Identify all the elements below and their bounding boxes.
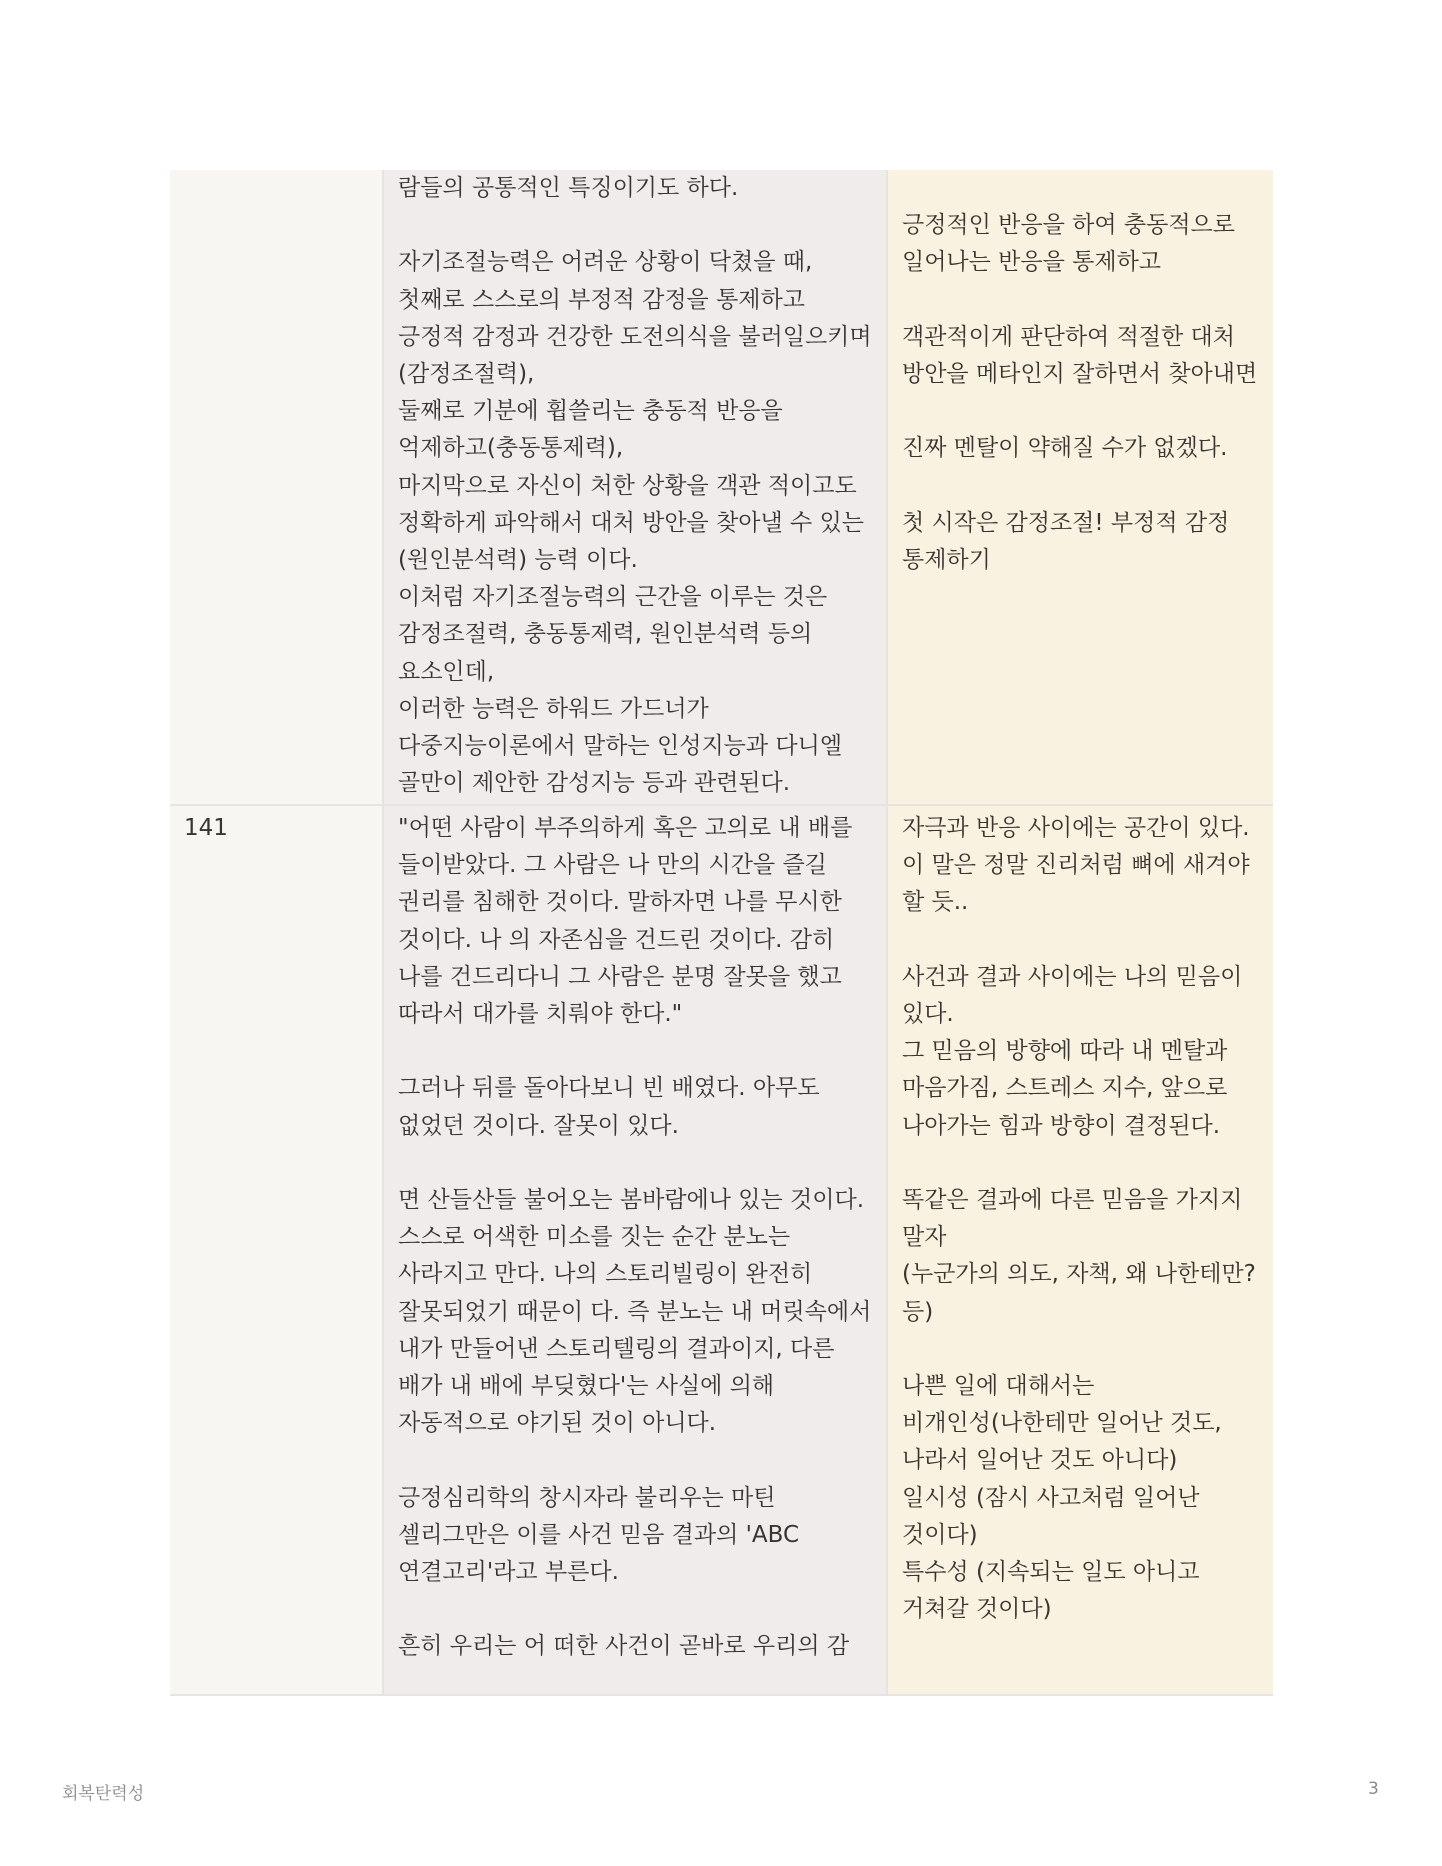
row-number-cell	[170, 170, 383, 805]
row-note: 긍정적인 반응을 하여 충동적으로 일어나는 반응을 통제하고 객관적이게 판단하여 적절한 대처 방안을 메타인지 잘하면서 찾아내면 진짜 멘탈이 약해질 수가 없겠다. 첫 시작은 감정조절! 부정적 감정 통제하기	[902, 212, 1258, 573]
row-number: 141	[184, 815, 228, 841]
note-cell	[887, 805, 1273, 1695]
notes-table	[170, 170, 1273, 1696]
row-note: 자극과 반응 사이에는 공간이 있다. 이 말은 정말 진리처럼 뼈에 새겨야 할 듯.. 사건과 결과 사이에는 나의 믿음이 있다. 그 믿음의 방향에 따라 내 멘탈과 마음가짐, 스트레스 지수, 앞으로 나아가는 힘과 방향이 결정된다. 똑같은 결과에 다른 믿음을 가지지 말자 (누군가의 의도, 자책, 왜 나한테만? 등) 나쁜 일에 대해서는 비개인성(나한테만 일어난 것도, 나라서 일어난 것도 아니다) 일시성 (잠시 사고처럼 일어난 것이다) 특수성 (지속되는 일도 아니고 거쳐갈 것이다)	[902, 815, 1256, 1623]
note-cell	[887, 170, 1273, 805]
content-cell	[383, 170, 887, 805]
content-cell	[383, 805, 887, 1695]
row-content: 람들의 공통적인 특징이기도 하다. 자기조절능력은 어려운 상황이 닥쳤을 때, 첫째로 스스로의 부정적 감정을 통제하고 긍정적 감정과 건강한 도전의식을 불러일으키며(감정조절력), 둘째로 기분에 휩쓸리는 충동적 반응을 억제하고(충동통제력), 마지막으로 자신이 처한 상황을 객관 적이고도 정확하게 파악해서 대처 방안을 찾아낼 수 있는(원인분석력) 능력 이다. 이처럼 자기조절능력의 근간을 이루는 것은 감정조절력, 충동통제력, 원인분석력 등의 요소인데, 이러한 능력은 하워드 가드너가 다중지능이론에서 말하는 인성지능과 다니엘 골만이 제안한 감성지능 등과 관련된다.	[398, 175, 872, 797]
row-content: "어떤 사람이 부주의하게 혹은 고의로 내 배를 들이받았다. 그 사람은 나 만의 시간을 즐길 권리를 침해한 것이다. 말하자면 나를 무시한 것이다. 나 의 자존심을 건드린 것이다. 감히 나를 건드리다니 그 사람은 분명 잘못을 했고 따라서 대가를 치뤄야 한다." 그러나 뒤를 돌아다보니 빈 배였다. 아무도 없었던 것이다. 잘못이 있다. 면 산들산들 불어오는 봄바람에나 있는 것이다. 스스로 어색한 미소를 짓는 순간 분노는 사라지고 만다. 나의 스토리빌링이 완전히 잘못되었기 때문이 다. 즉 분노는 내 머릿속에서 내가 만들어낸 스토리텔링의 결과이지, 다른 배가 내 배에 부딪혔다'는 사실에 의해 자동적으로 야기된 것이 아니다. 긍정심리학의 창시자라 불리우는 마틴 셀리그만은 이를 사건 믿음 결과의 'ABC 연결고리'라고 부른다. 흔히 우리는 어 떠한 사건이 곧바로 우리의 감	[398, 815, 872, 1660]
table-row	[170, 805, 1273, 1695]
footer-page-number: 3	[1368, 1779, 1379, 1799]
footer-document-title: 회복탄력성	[62, 1784, 145, 1804]
row-number-cell	[170, 805, 383, 1695]
table-row	[170, 170, 1273, 805]
